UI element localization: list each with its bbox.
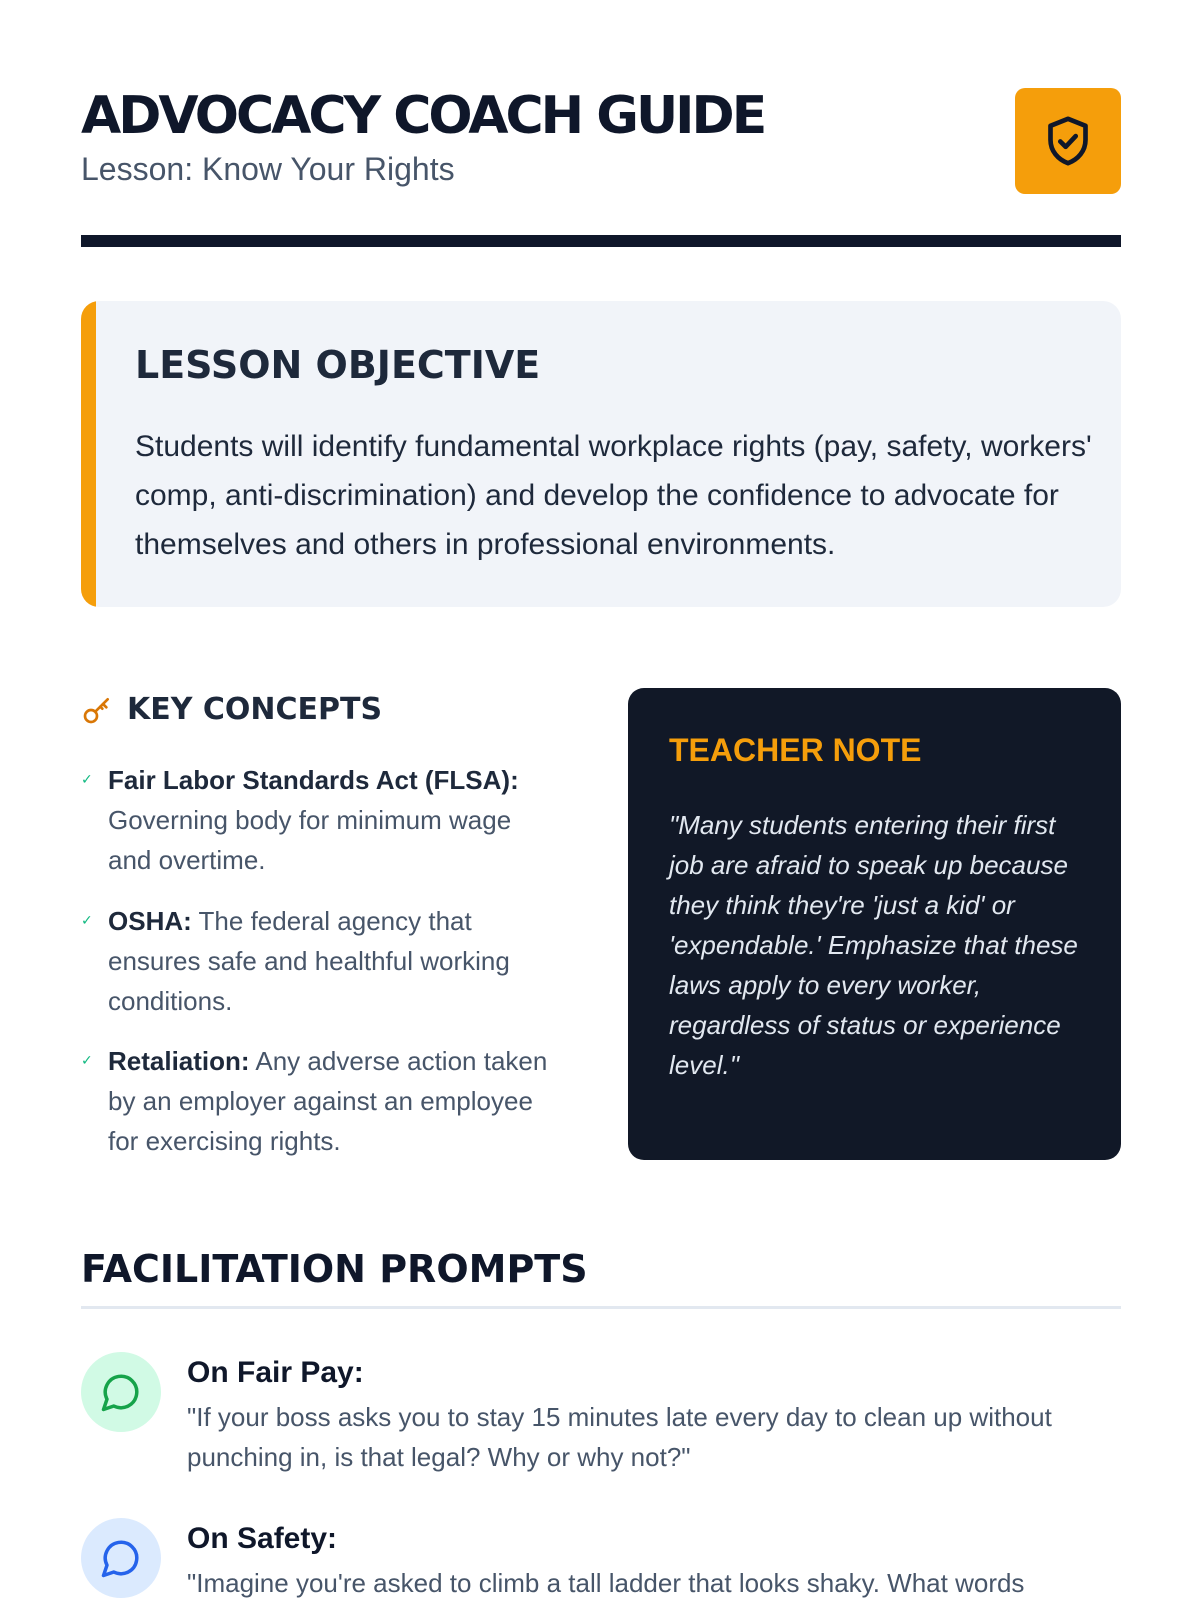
concept-text [108, 760, 558, 880]
teacher-note-body: "Many students entering their first job are afraid to speak up because they think they're 'just a kid' or 'expendable.' Emphasize that these laws apply to every worker, regardless of status or experience level." [669, 810, 1078, 1080]
guide-page [81, 0, 1121, 1600]
prompt-text: "If your boss asks you to stay 15 minutes late every day to clean up without punching in, is that legal? Why or why not?" [187, 1402, 1052, 1472]
concept-definition: Any adverse action taken by an employer against an employee for exercising rights. [108, 1046, 548, 1156]
shield-check-icon [1040, 113, 1096, 169]
objective-body: Students will identify fundamental workplace rights (pay, safety, workers' comp, anti-discrimination) and develop the confidence to advocate for themselves and others in professional environments. [135, 430, 1092, 561]
page-subtitle: Lesson: Know Your Rights [81, 151, 455, 187]
shield-badge [1015, 88, 1121, 194]
concept-term: Fair Labor Standards Act (FLSA): [108, 765, 519, 795]
objective-accent-bar [81, 301, 96, 607]
prompt-title: On Safety: [187, 1522, 338, 1555]
facilitation-divider [81, 1306, 1121, 1309]
lesson-objective-card [81, 301, 1121, 607]
prompt-icon-circle [81, 1518, 161, 1598]
concept-term: OSHA: [108, 906, 192, 936]
check-icon: ✓ [81, 912, 93, 928]
chat-bubble-icon [100, 1371, 142, 1413]
concept-text [108, 1041, 558, 1161]
check-icon: ✓ [81, 771, 93, 787]
check-icon: ✓ [81, 1052, 93, 1068]
objective-heading: LESSON OBJECTIVE [135, 343, 541, 387]
facilitation-heading: FACILITATION PROMPTS [81, 1247, 588, 1291]
prompt-icon-circle [81, 1352, 161, 1432]
header [81, 82, 1121, 202]
concept-definition: The federal agency that ensures safe and healthful working conditions. [108, 906, 510, 1016]
page-title: ADVOCACY COACH GUIDE [81, 86, 765, 146]
concept-text [108, 901, 558, 1021]
header-divider [81, 235, 1121, 247]
key-icon [81, 694, 113, 726]
concept-definition: Governing body for minimum wage and overtime. [108, 805, 512, 875]
prompt-text: "Imagine you're asked to climb a tall ladder that looks shaky. What words [187, 1568, 1025, 1598]
chat-bubble-icon [100, 1537, 142, 1579]
key-concepts-title: KEY CONCEPTS [127, 692, 383, 727]
concept-term: Retaliation: [108, 1046, 250, 1076]
prompt-title: On Fair Pay: [187, 1356, 364, 1389]
teacher-note-card [628, 688, 1121, 1160]
teacher-note-heading: TEACHER NOTE [669, 732, 922, 768]
